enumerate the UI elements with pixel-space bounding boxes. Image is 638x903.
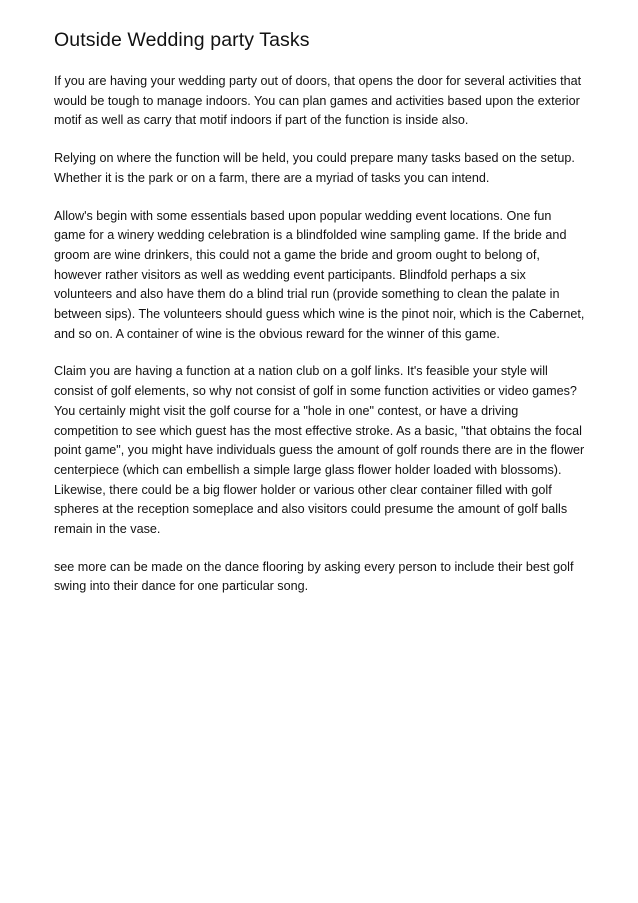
paragraph-outdoor-intro: If you are having your wedding party out of doors, that opens the door for several activities that would be tough to manage indoors. You can plan games and activities based upon the exterior motif as well as carry that motif indoors if part of the function is inside also. — [54, 74, 582, 128]
document-body — [54, 72, 586, 597]
paragraph-winery-game: Allow's begin with some essentials based upon popular wedding event locations. One fun game for a winery wedding celebration is a blindfolded wine sampling game. If the bride and groom are wine drinkers, this could not a game the bride and groom ought to belong of, however rather visitors as well as wedding event participants. Blindfold perhaps a six volunteers and also have them do a blind trial run (provide something to clean the palate in between sips). The volunteers should guess which wine is the pinot noir, which is the Cabernet, and so on. A container of wine is the obvious reward for the winner of this game. — [54, 208, 585, 341]
document-title: Outside Wedding party Tasks — [54, 29, 310, 51]
paragraph-venue-setup: Relying on where the function will be held, you could prepare many tasks based on the setup. Whether it is the park or on a farm, there are a myriad of tasks you can intend. — [54, 151, 575, 185]
paragraph-dance-floor: see more can be made on the dance flooring by asking every person to include their best golf swing into their dance for one particular song. — [54, 559, 574, 594]
paragraph-golf-club: Claim you are having a function at a nation club on a golf links. It's feasible your style will consist of golf elements, so why not consist of golf in some function activities or video games? You certainly might visit the golf course for a "hole in one" contest, or have a driving competition to see which guest has the most effective stroke. As a basic, "that obtains the focal point game", you might have individuals guess the amount of golf rounds there are in the flower centerpiece (which can embellish a simple large glass flower holder loaded with blossoms). Likewise, there could be a big flower holder or various other clear container filled with golf spheres at the reception someplace and also visitors could presume the amount of golf balls remain in the vase. — [54, 364, 585, 537]
